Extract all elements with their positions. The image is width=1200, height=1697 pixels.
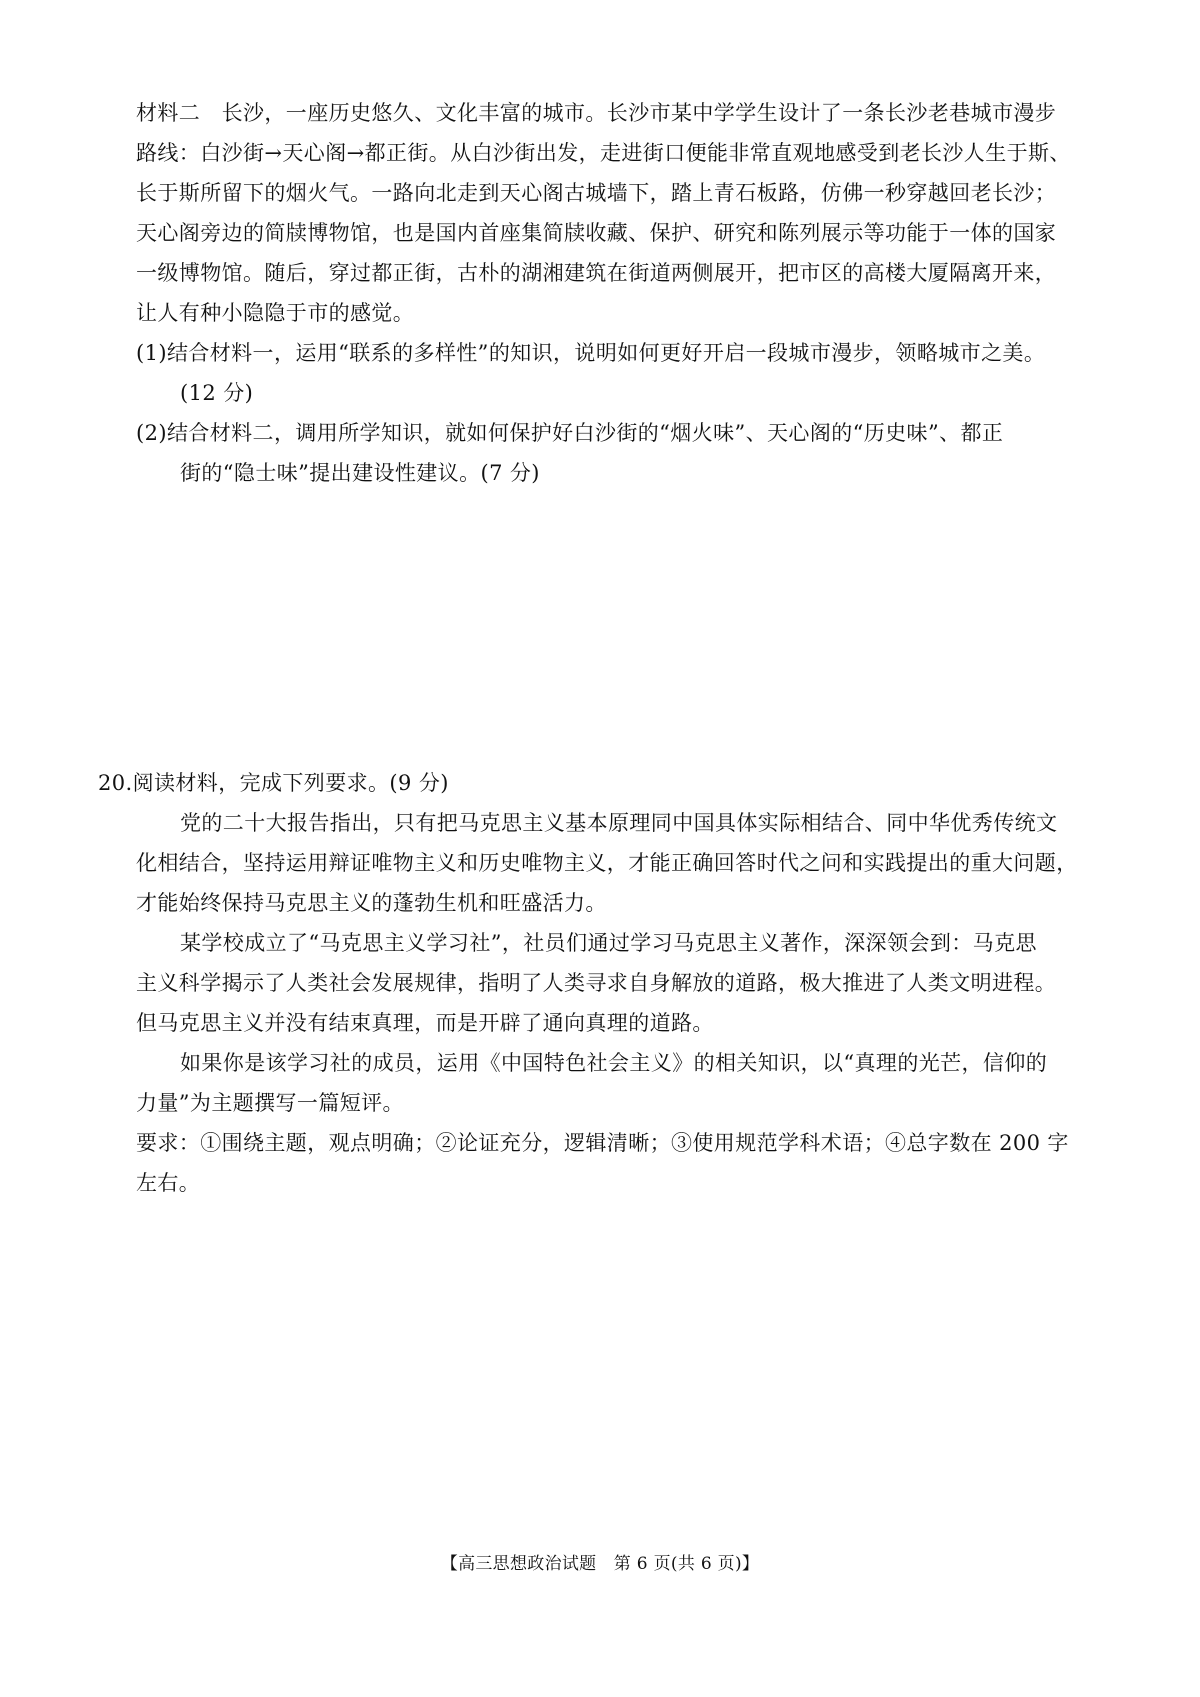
- q20-requirements: 要求：①围绕主题，观点明确；②论证充分，逻辑清晰；③使用规范学科术语；④总字数在 200 字: [136, 1131, 1069, 1155]
- q20-paragraph-line: 才能始终保持马克思主义的蓬勃生机和旺盛活力。: [136, 891, 607, 915]
- subquestion-1-text: (1)结合材料一，运用“联系的多样性”的知识，说明如何更好开启一段城市漫步，领略城市之美。: [136, 341, 1046, 365]
- q20-paragraph-line: 主义科学揭示了人类社会发展规律，指明了人类寻求自身解放的道路，极大推进了人类文明进程。: [136, 971, 1057, 995]
- material-two-line: 天心阁旁边的简牍博物馆，也是国内首座集简牍收藏、保护、研究和陈列展示等功能于一体的国家: [136, 221, 1057, 245]
- material-two-line: 材料二 长沙，一座历史悠久、文化丰富的城市。长沙市某中学学生设计了一条长沙老巷城市漫步: [136, 101, 1057, 125]
- subquestion-2-text-cont: 街的“隐士味”提出建设性建议。(7 分): [180, 461, 540, 485]
- material-two-line: 一级博物馆。随后，穿过都正街，古朴的湖湘建筑在街道两侧展开，把市区的高楼大厦隔离开来，: [136, 261, 1057, 285]
- q20-paragraph-line: 如果你是该学习社的成员，运用《中国特色社会主义》的相关知识，以“真理的光芒，信仰的: [180, 1051, 1048, 1075]
- material-two-line: 路线：白沙街→天心阁→都正街。从白沙街出发，走进街口便能非常直观地感受到老长沙人生于斯、: [136, 141, 1071, 165]
- subquestion-1-score: (12 分): [180, 381, 254, 405]
- material-two-line: 长于斯所留下的烟火气。一路向北走到天心阁古城墙下，踏上青石板路，仿佛一秒穿越回老长沙；: [136, 181, 1057, 205]
- q20-paragraph-line: 化相结合，坚持运用辩证唯物主义和历史唯物主义，才能正确回答时代之问和实践提出的重大问题，: [136, 851, 1078, 875]
- material-two-line: 让人有种小隐隐于市的感觉。: [136, 301, 415, 325]
- question-20-heading: 20.阅读材料，完成下列要求。(9 分): [98, 771, 449, 795]
- q20-requirements-cont: 左右。: [136, 1171, 201, 1195]
- q20-paragraph-line: 力量”为主题撰写一篇短评。: [136, 1091, 404, 1115]
- subquestion-2-text: (2)结合材料二，调用所学知识，就如何保护好白沙街的“烟火味”、天心阁的“历史味”、都正: [136, 421, 1004, 445]
- page-footer: 【高三思想政治试题 第 6 页(共 6 页)】: [440, 1554, 760, 1574]
- q20-paragraph-line: 但马克思主义并没有结束真理，而是开辟了通向真理的道路。: [136, 1011, 714, 1035]
- q20-paragraph-line: 党的二十大报告指出，只有把马克思主义基本原理同中国具体实际相结合、同中华优秀传统文: [180, 811, 1058, 835]
- q20-paragraph-line: 某学校成立了“马克思主义学习社”，社员们通过学习马克思主义著作，深深领会到：马克思: [180, 931, 1037, 955]
